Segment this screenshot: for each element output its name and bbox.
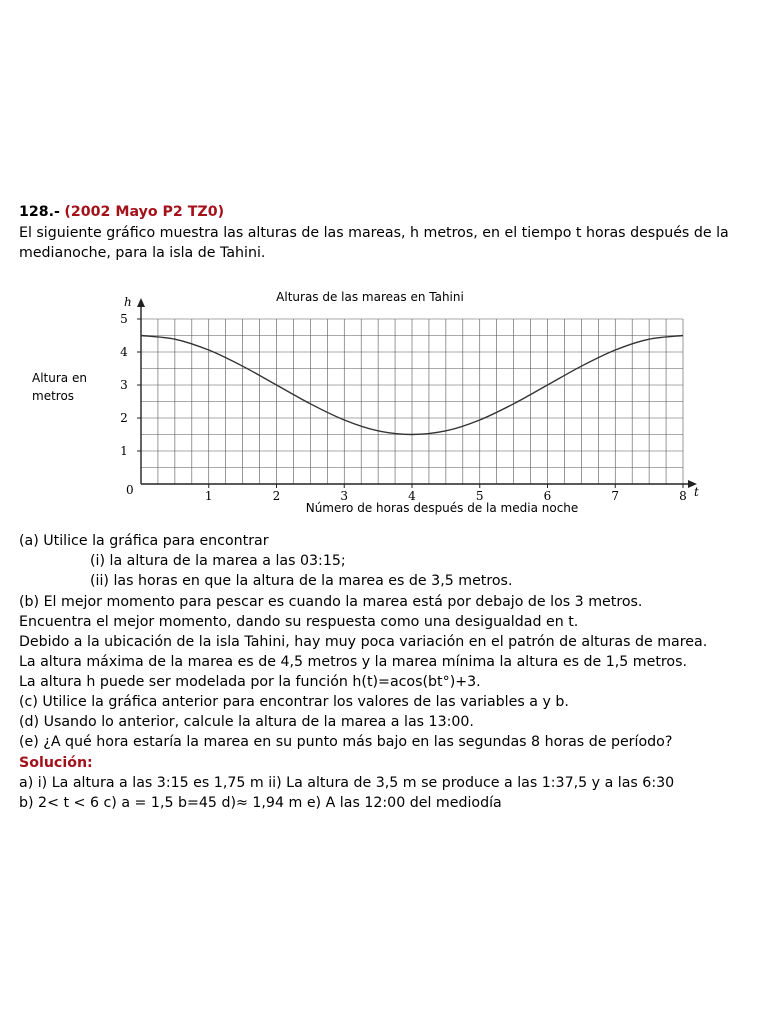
x-tick-label: 6 — [543, 489, 552, 503]
solution-heading: Solución: — [19, 755, 93, 771]
chart-title: Alturas de las mareas en Tahini — [276, 290, 464, 304]
y-tick-label: 3 — [120, 378, 128, 392]
tide-chart — [0, 280, 768, 520]
question-a-ii: (ii) las horas en que la altura de la marea es de 3,5 metros. — [90, 573, 513, 589]
question-c: (c) Utilice la gráfica anterior para encontrar los valores de las variables a y b. — [19, 694, 569, 710]
question-b-2: Encuentra el mejor momento, dando su respuesta como una desigualdad en t. — [19, 614, 579, 630]
y-tick-label: 2 — [120, 411, 128, 425]
context-line-1: Debido a la ubicación de la isla Tahini, hay muy poca variación en el patrón de alturas de marea. — [19, 634, 708, 650]
context-line-3: La altura h puede ser modelada por la función h(t)=acos(bt°)+3. — [19, 674, 481, 690]
solution-line-2: b) 2< t < 6 c) a = 1,5 b=45 d)≈ 1,94 m e) A las 12:00 del mediodía — [19, 795, 502, 811]
x-tick-label: 2 — [272, 489, 281, 503]
question-d: (d) Usando lo anterior, calcule la altura de la marea a las 13:00. — [19, 714, 474, 730]
chart-grid — [141, 319, 683, 484]
y-tick-label: 1 — [120, 444, 128, 458]
x-axis-symbol: t — [694, 485, 699, 499]
context-line-2: La altura máxima de la marea es de 4,5 metros y la marea mínima la altura es de 1,5 metros. — [19, 654, 688, 670]
problem-number: 128.- — [19, 204, 60, 220]
x-tick-label: 4 — [408, 489, 416, 503]
x-tick-label: 5 — [475, 489, 484, 503]
x-tick-label: 3 — [340, 489, 349, 503]
intro-line-2: medianoche, para la isla de Tahini. — [19, 245, 266, 261]
x-tick-label: 8 — [679, 489, 687, 503]
y-axis-arrow — [137, 298, 145, 307]
question-b-1: (b) El mejor momento para pescar es cuando la marea está por debajo de los 3 metros. — [19, 594, 643, 610]
y-tick-label: 5 — [120, 312, 128, 326]
y-tick-label: 4 — [120, 345, 128, 359]
x-axis-label: Número de horas después de la media noche — [305, 501, 579, 515]
x-tick-label: 7 — [611, 489, 620, 503]
y-axis-symbol: h — [124, 295, 132, 309]
problem-header — [19, 202, 224, 222]
question-a: (a) Utilice la gráfica para encontrar — [19, 533, 269, 549]
chart-axes — [120, 298, 697, 503]
intro-line-1: El siguiente gráfico muestra las alturas de las mareas, h metros, en el tiempo t horas después de la — [19, 225, 729, 241]
question-a-i: (i) la altura de la marea a las 03:15; — [90, 553, 346, 569]
question-e: (e) ¿A qué hora estaría la marea en su punto más bajo en las segundas 8 horas de período? — [19, 734, 673, 750]
y-axis-label-line1: Altura en — [32, 371, 87, 385]
x-tick-label: 1 — [204, 489, 213, 503]
origin-label: 0 — [126, 483, 134, 497]
solution-line-1: a) i) La altura a las 3:15 es 1,75 m ii) La altura de 3,5 m se produce a las 1:37,5 y a las 6:30 — [19, 775, 675, 791]
problem-source: (2002 Mayo P2 TZ0) — [64, 204, 225, 220]
y-axis-label-line2: metros — [32, 389, 75, 403]
